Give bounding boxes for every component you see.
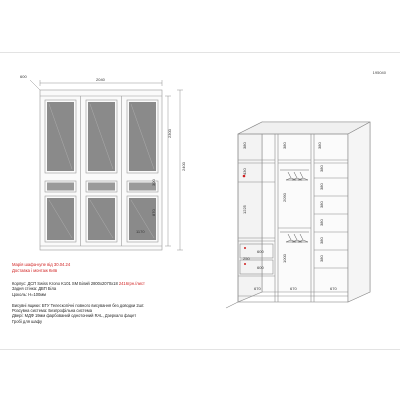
dim-inner-height: 2300 bbox=[167, 129, 172, 138]
title-line-1: Марія шафа-купе від 30.04.24 bbox=[12, 262, 71, 267]
dim-width: 2040 bbox=[96, 77, 105, 82]
dim-height-total: 2400 bbox=[181, 162, 186, 171]
dim-depth: 600 bbox=[20, 74, 27, 79]
spec-row: Двері: МДФ 19мм фарбований однотонний RAL, Дзеркало фацет bbox=[12, 313, 137, 319]
dim-top-r: 380 bbox=[317, 142, 322, 149]
dim-center: 2090 bbox=[282, 193, 287, 202]
document-number: 195040 bbox=[372, 70, 386, 75]
spec-row: Гробі для шафу bbox=[12, 318, 42, 324]
spec-row: Розсувна система: Безпрофільна система bbox=[12, 308, 92, 314]
spec-row: Цоколь: Н=100мм bbox=[12, 291, 46, 297]
spec-row: Задня стінка: ДВП Біла bbox=[12, 286, 57, 292]
spec-row: Корпус: ДСП Swiss Krono K101 SM Білий 2800х2070х18 2416грн./лист bbox=[12, 281, 145, 286]
dim-panel-mid: 300 bbox=[151, 179, 156, 186]
specifications bbox=[12, 281, 242, 324]
dim-drawer-h: 250 bbox=[243, 256, 250, 261]
title-line-2: Доставка і монтаж Київ bbox=[12, 267, 58, 273]
dim-right-1: 380 bbox=[319, 165, 324, 172]
dim-right-2: 380 bbox=[319, 183, 324, 190]
dim-right-6: 380 bbox=[319, 255, 324, 262]
dim-width-r: 670 bbox=[330, 286, 337, 291]
mirror-panels bbox=[47, 102, 156, 240]
dim-right-5: 380 bbox=[319, 237, 324, 244]
dim-top-l: 380 bbox=[242, 142, 247, 149]
dim-left-2: 1225 bbox=[242, 205, 247, 214]
dim-right-4: 380 bbox=[319, 219, 324, 226]
dim-drawer-w2: 600 bbox=[257, 265, 264, 270]
dim-width-l: 670 bbox=[254, 286, 261, 291]
dim-top-c: 380 bbox=[282, 142, 287, 149]
dim-left-1: 430 bbox=[242, 168, 247, 175]
title-block bbox=[12, 262, 70, 273]
interior-view bbox=[226, 122, 370, 308]
dim-center-2: 1000 bbox=[282, 254, 287, 263]
dim-width-c: 670 bbox=[290, 286, 297, 291]
dim-panel-lower: 870 bbox=[151, 209, 156, 216]
dim-drawer-w: 600 bbox=[257, 249, 264, 254]
dim-base: 1170 bbox=[136, 229, 145, 234]
spec-row: Висувні ящики: БТУ Телескопічні повного висування без доводки 2шт. bbox=[12, 302, 145, 308]
dim-right-3: 380 bbox=[319, 201, 324, 208]
